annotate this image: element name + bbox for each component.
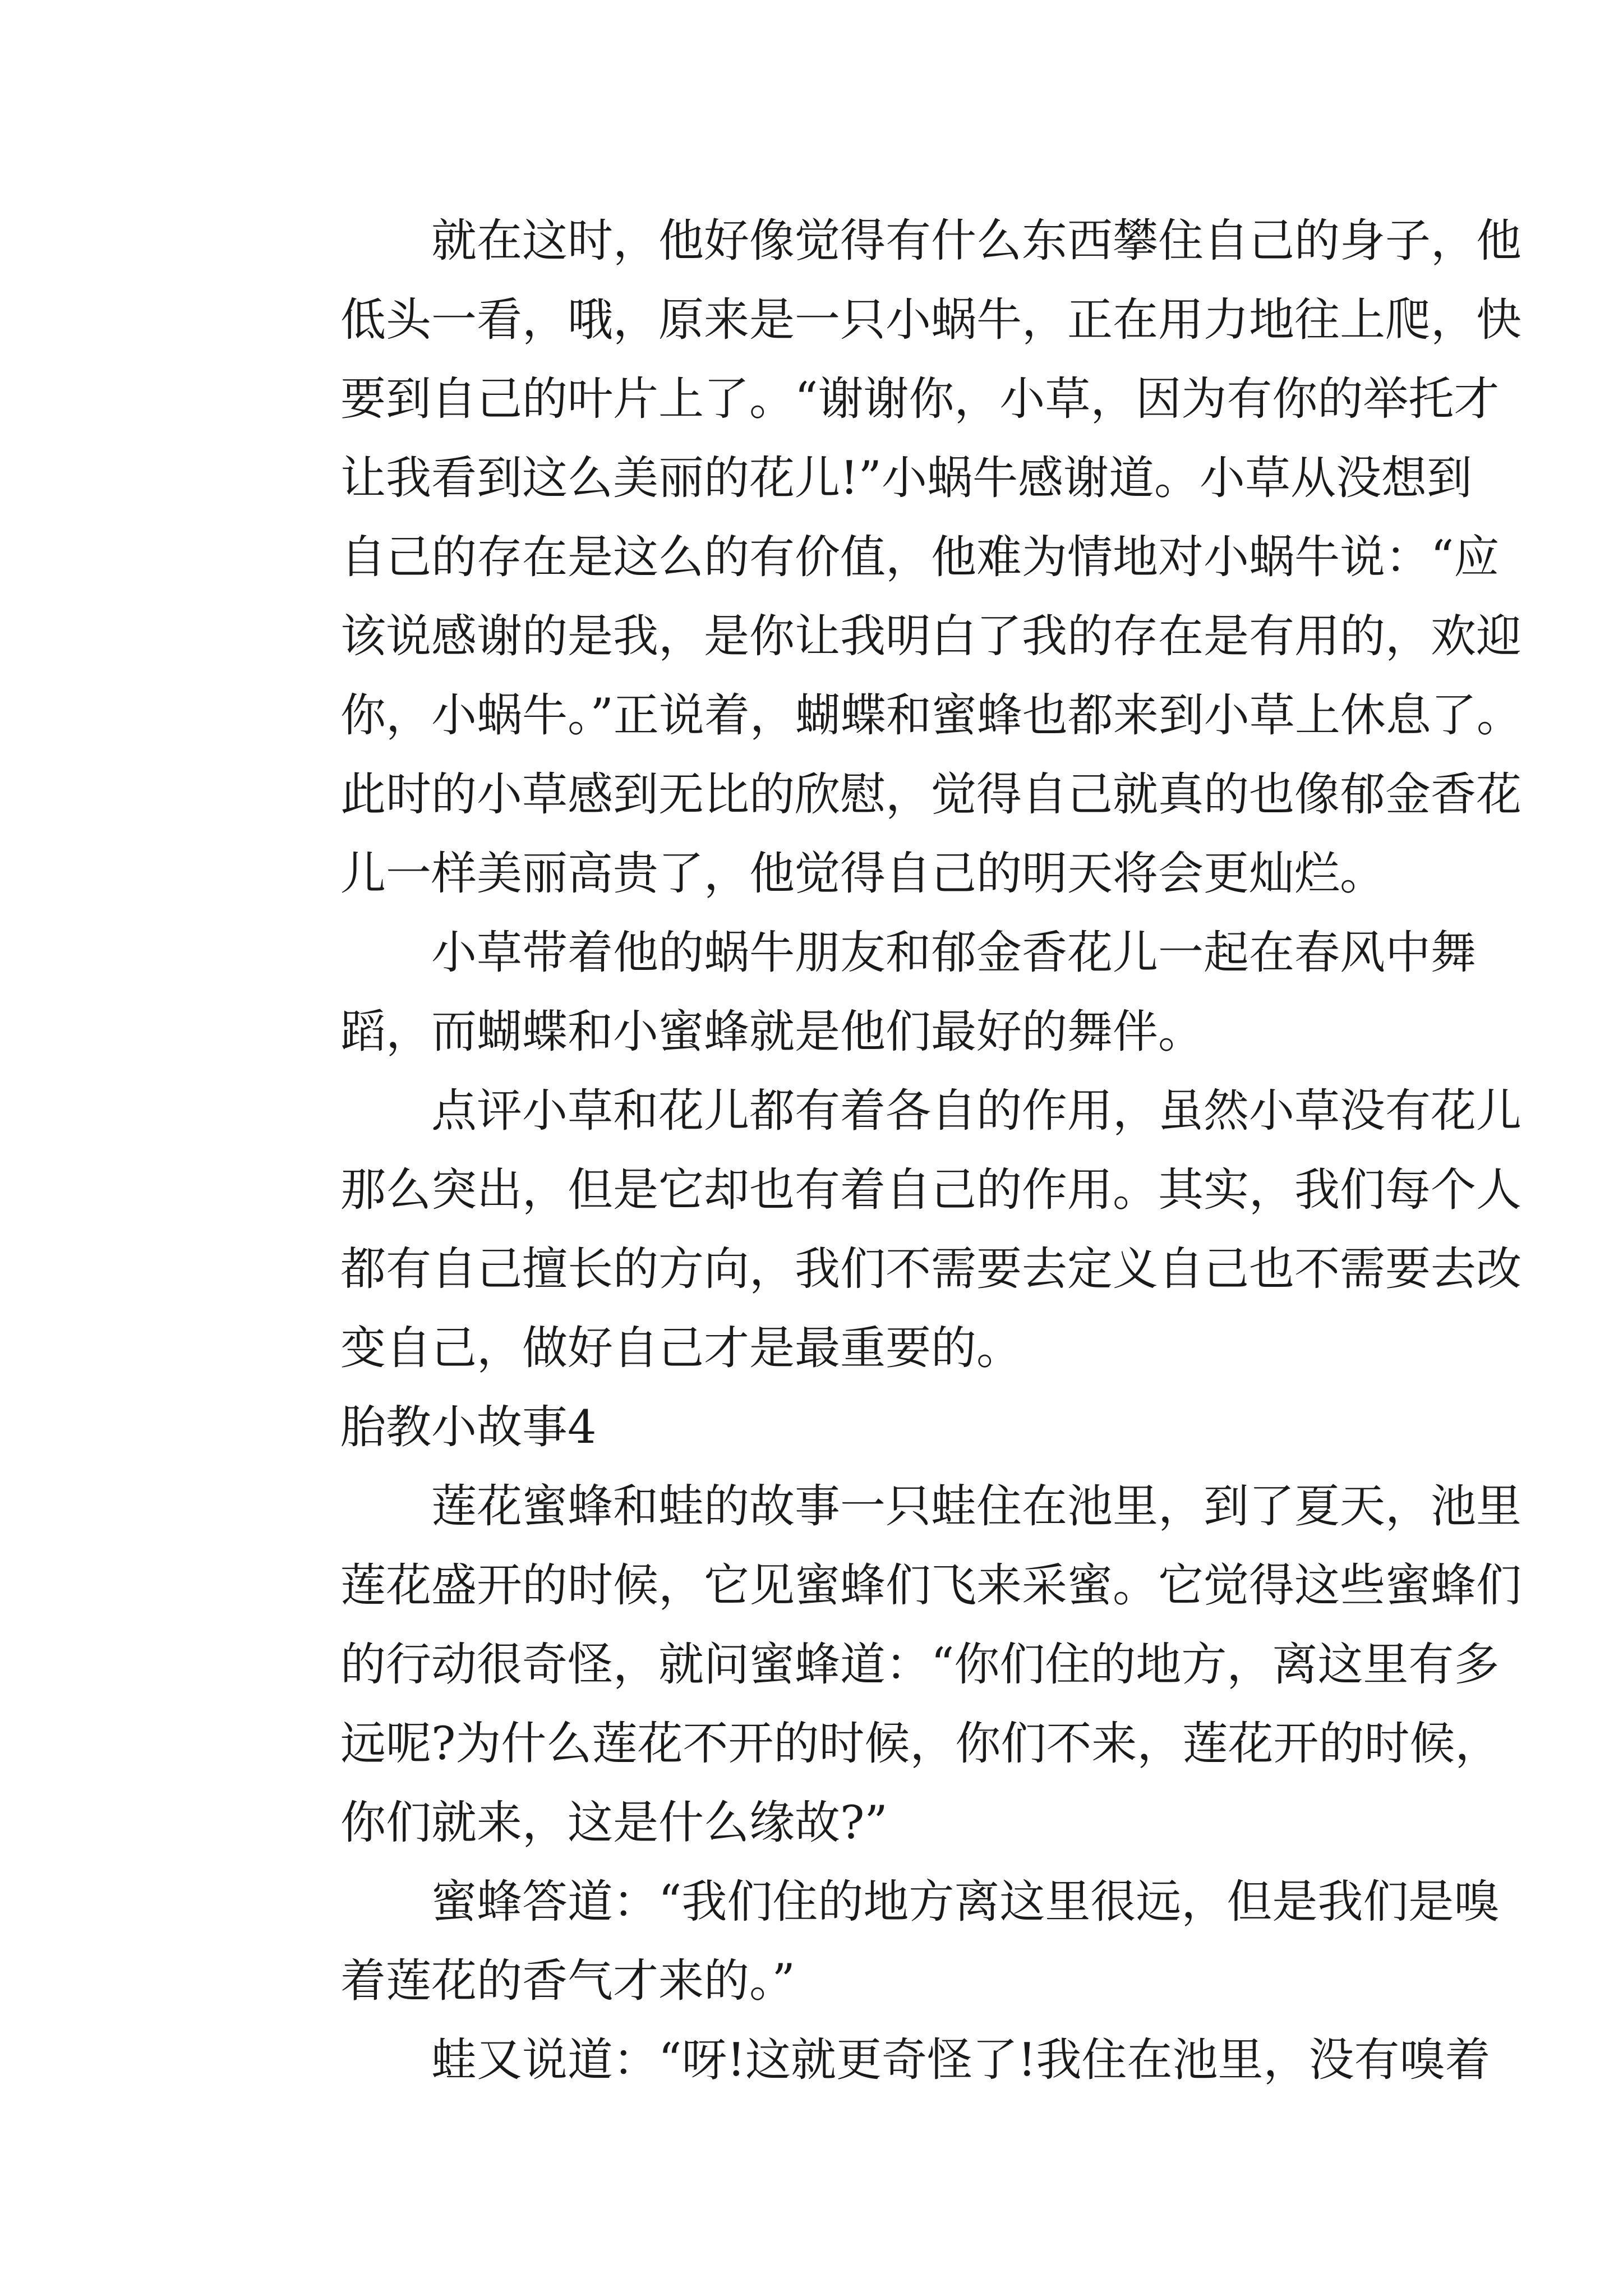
text-line: 蹈，而蝴蝶和小蜜蜂就是他们最好的舞伴。 [340,1006,1204,1059]
paragraph-4 [250,1467,1522,1863]
text-line: 此时的小草感到无比的欣慰，觉得自己就真的也像郁金香花 [340,769,1522,821]
text-line: 莲花盛开的时候，它见蜜蜂们飞来采蜜。它觉得这些蜜蜂们 [340,1559,1522,1612]
paragraph-2 [250,914,1477,1072]
text-line: 远呢?为什么莲花不开的时候，你们不来，莲花开的时候， [340,1718,1501,1770]
text-line: 变自己，做好自己才是最重要的。 [340,1322,1022,1375]
text-line: 低头一看，哦，原来是一只小蜗牛，正在用力地往上爬，快 [340,294,1522,347]
text-line: 小草带着他的蜗牛朋友和郁金香花儿一起在春风中舞 [431,927,1477,979]
document-body [250,202,1522,2100]
text-line: 让我看到这么美丽的花儿!”小蜗牛感谢道。小草从没想到 [340,452,1472,505]
text-line: 蜜蜂答道：“我们住的地方离这里很远，但是我们是嗅 [431,1876,1500,1929]
text-line: 该说感谢的是我，是你让我明白了我的存在是有用的，欢迎 [340,610,1522,663]
text-line: 的行动很奇怪，就问蜜蜂道：“你们住的地方，离这里有多 [340,1639,1500,1691]
text-line: 点评小草和花儿都有着各自的作用，虽然小草没有花儿 [431,1085,1522,1138]
paragraph-5 [250,1863,1500,2021]
text-line: 你们就来，这是什么缘故?” [340,1797,888,1849]
text-line: 都有自己擅长的方向，我们不需要去定义自己也不需要去改 [340,1243,1522,1296]
paragraph-6 [250,2021,1491,2100]
section-heading [250,1388,1391,1467]
text-line: 就在这时，他好像觉得有什么东西攀住自己的身子，他 [431,215,1522,268]
text-line: 蛙又说道：“呀!这就更奇怪了!我住在池里，没有嗅着 [431,2034,1491,2087]
text-line: 着莲花的香气才来的。” [340,1955,795,2008]
text-line: 你，小蜗牛。”正说着，蝴蝶和蜜蜂也都来到小草上休息了。 [340,689,1522,742]
text-line: 莲花蜜蜂和蛙的故事一只蛙住在池里，到了夏天，池里 [431,1480,1522,1533]
text-line: 要到自己的叶片上了。“谢谢你，小草，因为有你的举托才 [340,373,1500,426]
text-line: 儿一样美丽高贵了，他觉得自己的明天将会更灿烂。 [340,848,1386,900]
paragraph-3 [250,1072,1522,1388]
paragraph-1 [250,202,1522,914]
text-line: 自己的存在是这么的有价值，他难为情地对小蜗牛说：“应 [340,531,1500,584]
text-line: 那么突出，但是它却也有着自己的作用。其实，我们每个人 [340,1164,1522,1217]
heading-text: 胎教小故事4 [340,1401,597,1454]
